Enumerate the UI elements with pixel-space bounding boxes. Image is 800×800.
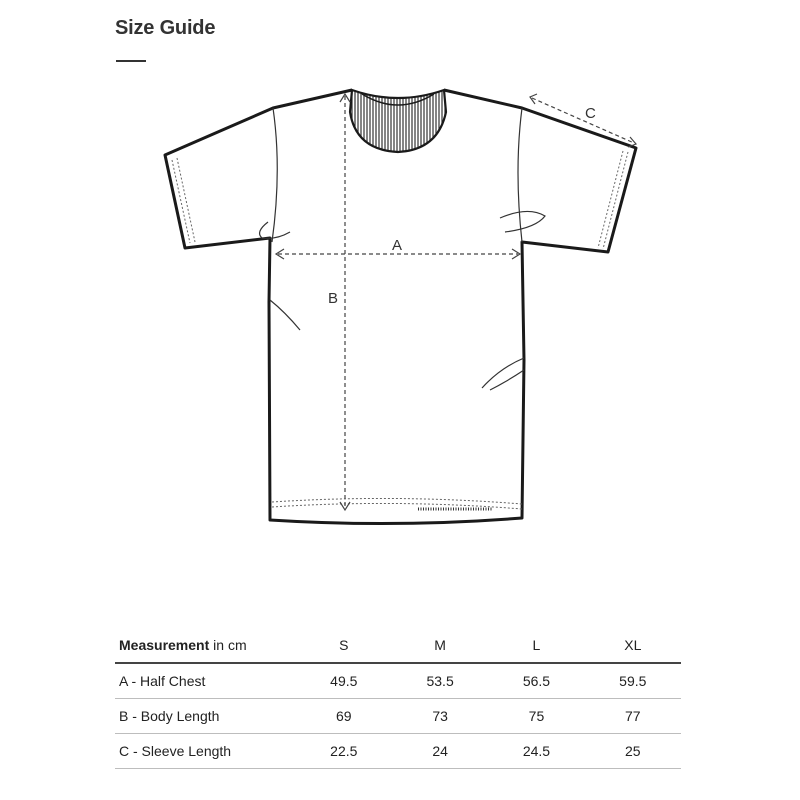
cell-value: 73 xyxy=(392,699,488,734)
cell-value: 53.5 xyxy=(392,663,488,699)
header-measurement xyxy=(115,628,296,663)
table-row xyxy=(115,663,681,699)
header-measurement-label: Measurement xyxy=(119,637,210,653)
table-header-row xyxy=(115,628,681,663)
row-label: A - Half Chest xyxy=(115,663,296,699)
cell-value: 59.5 xyxy=(585,663,681,699)
header-size-m: M xyxy=(392,628,488,663)
header-size-s: S xyxy=(296,628,392,663)
header-size-xl: XL xyxy=(585,628,681,663)
label-c: C xyxy=(585,105,596,122)
label-b: B xyxy=(328,290,339,307)
tshirt-outline xyxy=(165,90,636,524)
cell-value: 22.5 xyxy=(296,734,392,769)
header-size-l: L xyxy=(488,628,584,663)
size-table xyxy=(115,628,681,769)
cell-value: 69 xyxy=(296,699,392,734)
row-label: C - Sleeve Length xyxy=(115,734,296,769)
cell-value: 25 xyxy=(585,734,681,769)
label-a: A xyxy=(392,237,403,254)
table-row xyxy=(115,734,681,769)
cell-value: 56.5 xyxy=(488,663,584,699)
cell-value: 24 xyxy=(392,734,488,769)
header-measurement-unit: in cm xyxy=(209,637,247,653)
row-label: B - Body Length xyxy=(115,699,296,734)
cell-value: 49.5 xyxy=(296,663,392,699)
page-title: Size Guide xyxy=(115,17,216,39)
cell-value: 75 xyxy=(488,699,584,734)
table-row xyxy=(115,699,681,734)
cell-value: 77 xyxy=(585,699,681,734)
cell-value: 24.5 xyxy=(488,734,584,769)
